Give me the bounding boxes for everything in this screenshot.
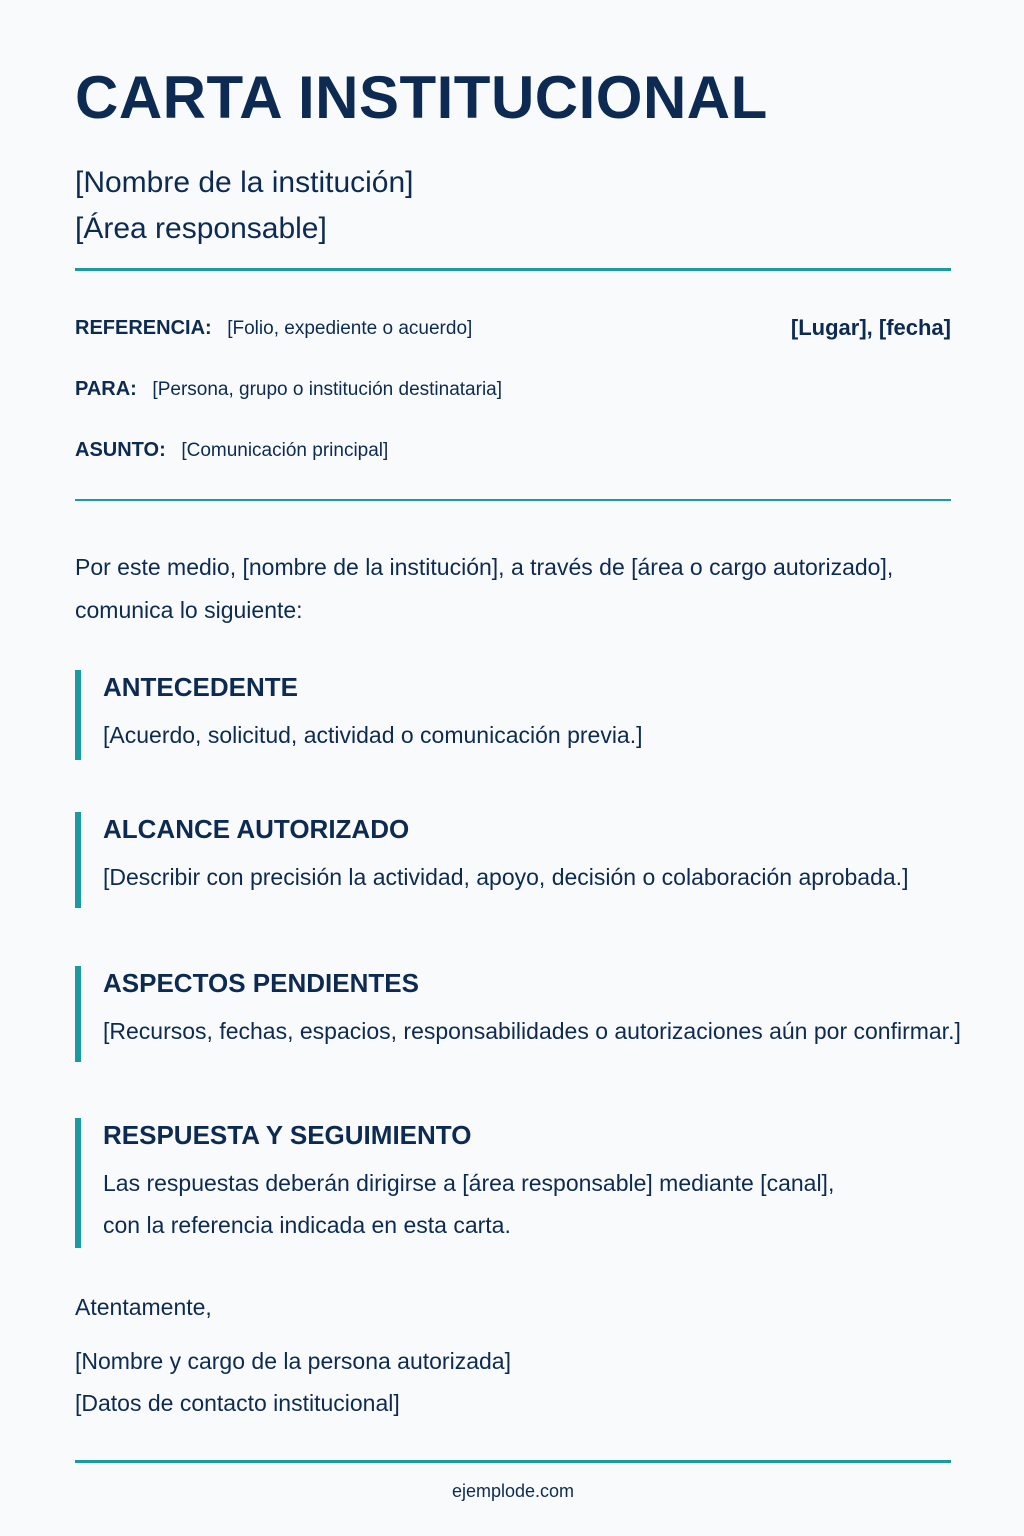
footer-divider (75, 1460, 951, 1463)
letter-page (75, 0, 961, 1536)
section-body-line: con la referencia indicada en esta carta. (103, 1212, 511, 1238)
section-heading: ANTECEDENTE (103, 672, 299, 702)
contact-info: [Datos de contacto institucional] (75, 1390, 400, 1416)
intro-line: comunica lo siguiente: (75, 597, 303, 623)
meta-referencia (75, 314, 472, 343)
section-body-line: [Recursos, fechas, espacios, responsabilidades o autorizaciones aún por confirmar.] (103, 1018, 961, 1044)
signer-name: [Nombre y cargo de la persona autorizada] (75, 1348, 511, 1374)
page-title: CARTA INSTITUCIONAL (75, 64, 768, 131)
intro-paragraph (75, 546, 951, 632)
asunto-value: [Comunicación principal] (181, 440, 389, 461)
section-heading: ASPECTOS PENDIENTES (103, 968, 419, 998)
section-body (103, 714, 951, 756)
section-heading: ALCANCE AUTORIZADO (103, 814, 410, 844)
section-antecedente (75, 670, 951, 760)
section-aspectos-pendientes (75, 966, 961, 1062)
meta-divider (75, 499, 951, 501)
institution-block (75, 160, 414, 252)
section-body-line: [Describir con precisión la actividad, apoyo, decisión o colaboración aprobada.] (103, 864, 909, 890)
place-date: [Lugar], [fecha] (790, 315, 951, 340)
institution-name: [Nombre de la institución] (75, 166, 414, 199)
responsible-area: [Área responsable] (75, 212, 327, 245)
section-body (103, 1010, 961, 1052)
para-label: PARA: (75, 378, 137, 400)
meta-para (75, 375, 502, 404)
signature-block (75, 1340, 511, 1424)
closing-salutation: Atentamente, (75, 1294, 212, 1320)
section-alcance-autorizado (75, 812, 951, 908)
section-body (103, 1162, 951, 1246)
section-heading: RESPUESTA Y SEGUIMIENTO (103, 1120, 472, 1150)
header-divider (75, 268, 951, 271)
referencia-value: [Folio, expediente o acuerdo] (227, 318, 473, 339)
section-body-line: [Acuerdo, solicitud, actividad o comunicación previa.] (103, 722, 643, 748)
section-body-line: Las respuestas deberán dirigirse a [área responsable] mediante [canal], (103, 1170, 835, 1196)
footer-site: ejemplode.com (451, 1481, 575, 1501)
asunto-label: ASUNTO: (75, 439, 166, 461)
intro-line: Por este medio, [nombre de la institución], a través de [área o cargo autorizado], (75, 554, 894, 580)
section-respuesta-seguimiento (75, 1118, 951, 1248)
meta-asunto (75, 436, 388, 465)
para-value: [Persona, grupo o institución destinataria] (152, 379, 503, 400)
referencia-label: REFERENCIA: (75, 317, 212, 339)
section-body (103, 856, 951, 898)
